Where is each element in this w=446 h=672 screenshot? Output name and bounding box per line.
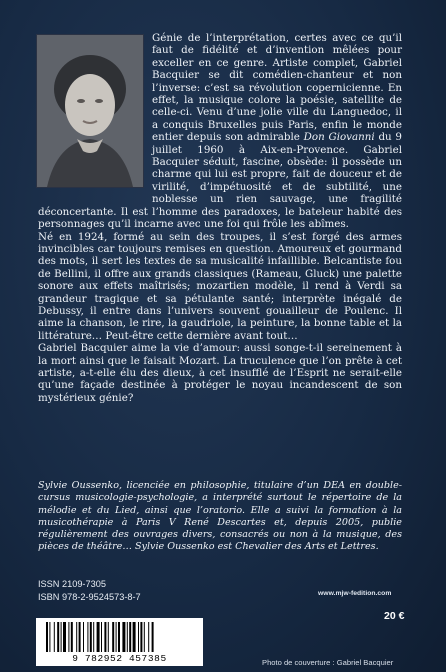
paragraph-intro: Génie de l’interprétation, certes avec ce qu’il faut de fidélité et d’invention mêlées pour exceller en ce genre. Artiste complet, Gabriel Bacquier se dit comédien-chanteur et non l’inverse: c’est sa révolution copernicienne. En effet, la musique colore la poésie, satellite de celle-ci. Venu d’une jolie ville du Languedoc, il a conquis Bruxelles puis Paris, enfin le monde entier depuis son admirable Don Giovanni du 9 juillet 1960 à Aix-en-Provence. Gabriel Bacquier séduit, fascine, obsède: il possède un charme qui lui est propre, fait de douceur et de virilité, d’impétuosité et de subtilité, une noblesse un rien sauvage, une fragilité déconcertante. Il est l’homme des paradoxes, le bateleur habité des personnages qu’il incarne avec une foi qui frôle les abîmes.	[38, 32, 402, 231]
photo-credit: Photo de couverture : Gabriel Bacquier	[262, 658, 394, 667]
isbn-block	[38, 578, 141, 604]
isbn-text: ISBN 978-2-9524573-8-7	[38, 592, 141, 602]
issn-text: ISSN 2109-7305	[38, 579, 106, 589]
barcode-icon	[46, 622, 193, 652]
publisher-website[interactable]: www.mjw-fedition.com	[318, 590, 392, 597]
paragraph-career: Né en 1924, formé au sein des troupes, il s’est forgé des armes invincibles car toujours remises en question. Amoureux et gourmand des mots, il sert les textes de sa musicalité infaillible. Belcantiste fou de Bellini, il offre aux grands classiques (Rameau, Gluck) une palette sonore aux effets maîtrisés; mozartien modèle, il rend à Verdi sa grandeur tragique et sa pétulante santé; interprète inégalé de Debussy, il entre dans l’univers souvent gouailleur de Poulenc. Il aime la chanson, le rire, la gaudriole, la peinture, la bonne table et la littérature… Peut-être cette dernière avant tout…	[38, 230, 402, 342]
paragraph-life: Gabriel Bacquier aime la vie d’amour: aussi songe-t-il sereinement à la mort ainsi que le faisait Mozart. La truculence que l’on prête à cet artiste, a-t-elle élu des dieux, à cet insufflé de l’Esprit ne serait-elle qu’une façade destinée à protéger le noyau incandescent de son mystérieux génie?	[38, 342, 402, 404]
barcode	[36, 618, 203, 666]
price-label: 20 €	[384, 610, 405, 622]
main-text	[38, 32, 402, 404]
barcode-digits: 9 782952 457385	[72, 653, 167, 664]
author-bio: Sylvie Oussenko, licenciée en philosophie, titulaire d’un DEA en double-cursus musicologie-psychologie, a interprété surtout le répertoire de la mélodie et du Lied, ainsi que l’oratorio. Elle a suivi la formation à la musicothérapie à Paris V René Descartes et, depuis 2005, publie régulièrement des ouvrages divers, consacrés ou non à la musique, des pièces de théâtre… Sylvie Oussenko est Chevalier des Arts et Lettres.	[38, 480, 402, 553]
